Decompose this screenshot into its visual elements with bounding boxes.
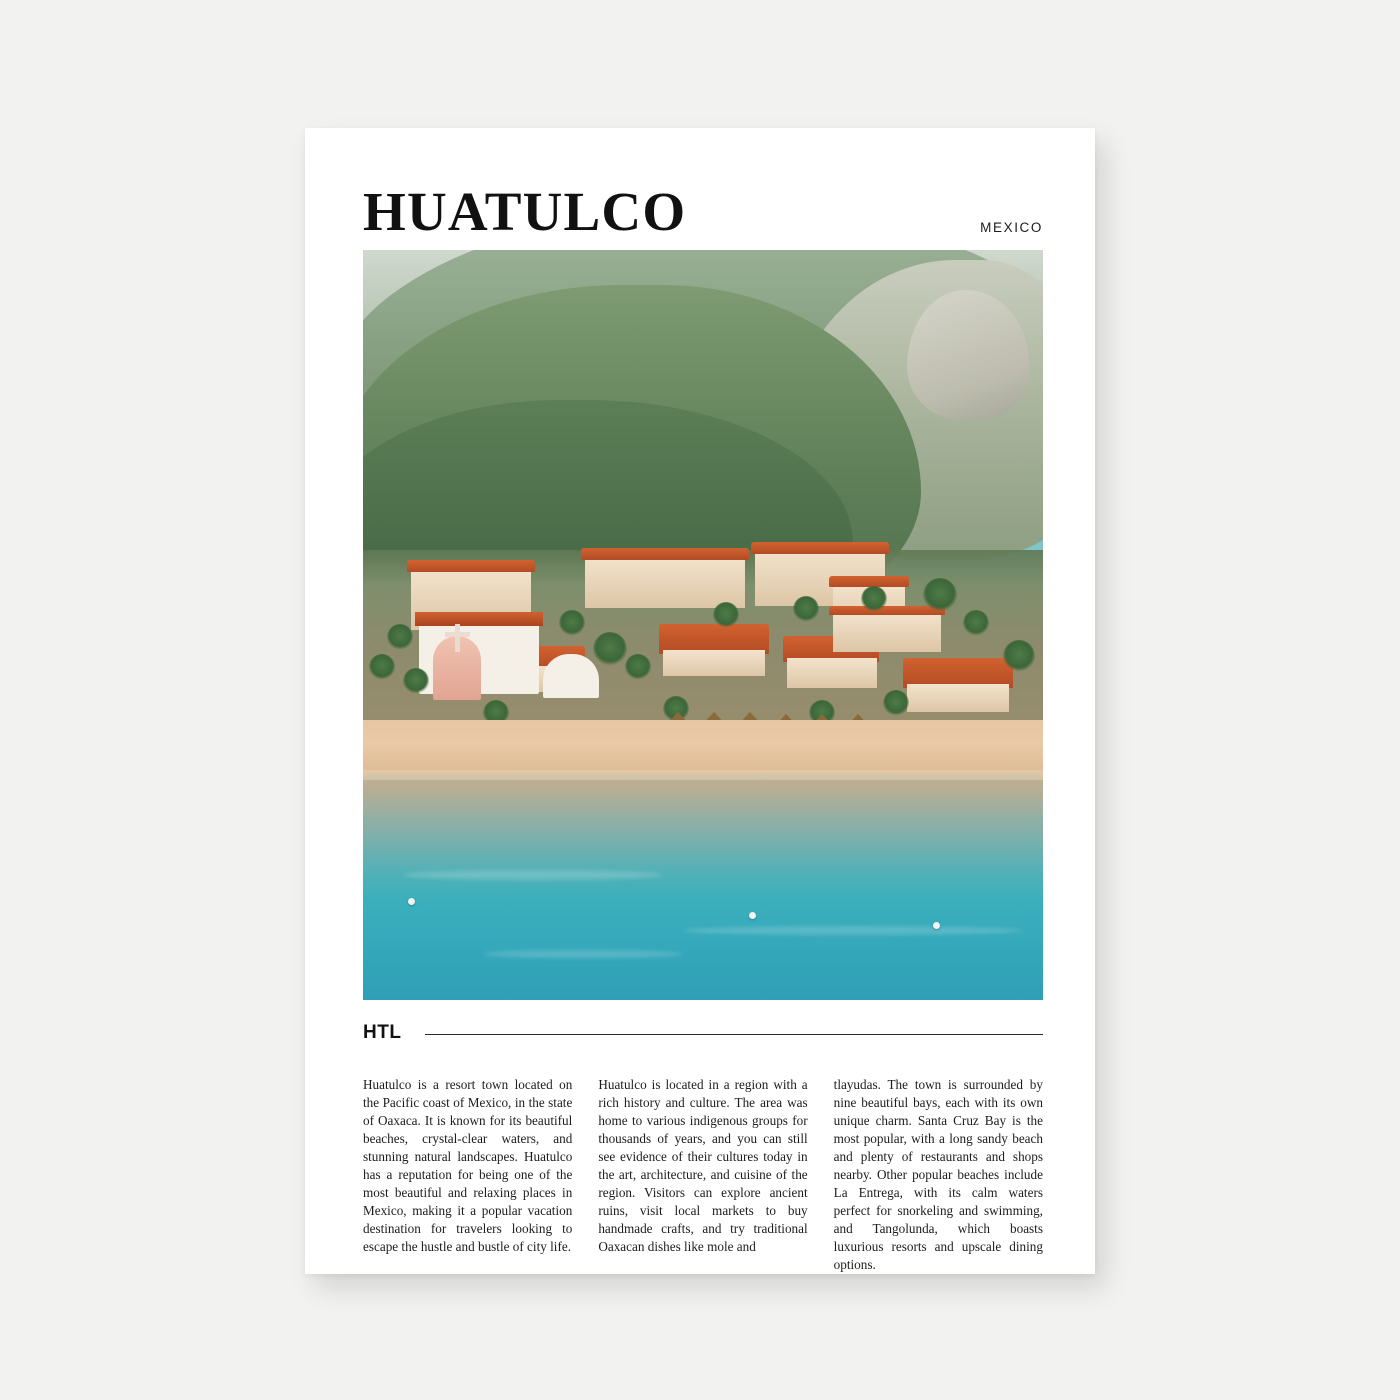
description-column-2: Huatulco is located in a region with a rich history and culture. The area was home to various indigenous groups for thousands of years, and you can still see evidence of their cultures today in the art, architecture, and cuisine of the region. Visitors can explore ancient ruins, visit local markets to buy handmade crafts, and try traditional Oaxacan dishes like mole and (598, 1077, 808, 1254)
poster-code: HTL (363, 1022, 402, 1043)
footer-rule (363, 1022, 1043, 1048)
poster-photo (363, 250, 1043, 1000)
poster-content (363, 181, 1043, 1272)
country-label: MEXICO (980, 220, 1043, 235)
description-column-1: Huatulco is a resort town located on the Pacific coast of Mexico, in the state of Oaxaca. It is known for its beautiful beaches, crystal-clear waters, and stunning natural landscapes. Huatulco has a reputation for being one of the most beautiful and relaxing places in Mexico, making it a popular vacation destination for travelers looking to escape the hustle and bustle of city life. (363, 1077, 573, 1254)
photo-sea-reflection (363, 780, 1043, 900)
page-title: HUATULCO (363, 181, 687, 242)
divider (425, 1034, 1043, 1035)
poster (305, 128, 1095, 1274)
description-columns (363, 1076, 1043, 1273)
description-column-3: tlayudas. The town is surrounded by nine beautiful bays, each with its own unique charm. Santa Cruz Bay is the most popular, with a long sandy beach and plenty of restaurants and shops nearby. Other popular beaches include La Entrega, with its calm waters perfect for snorkeling and swimming, and Tangolunda, which boasts luxurious resorts and upscale dining options. (833, 1077, 1043, 1272)
poster-header (363, 181, 1043, 250)
